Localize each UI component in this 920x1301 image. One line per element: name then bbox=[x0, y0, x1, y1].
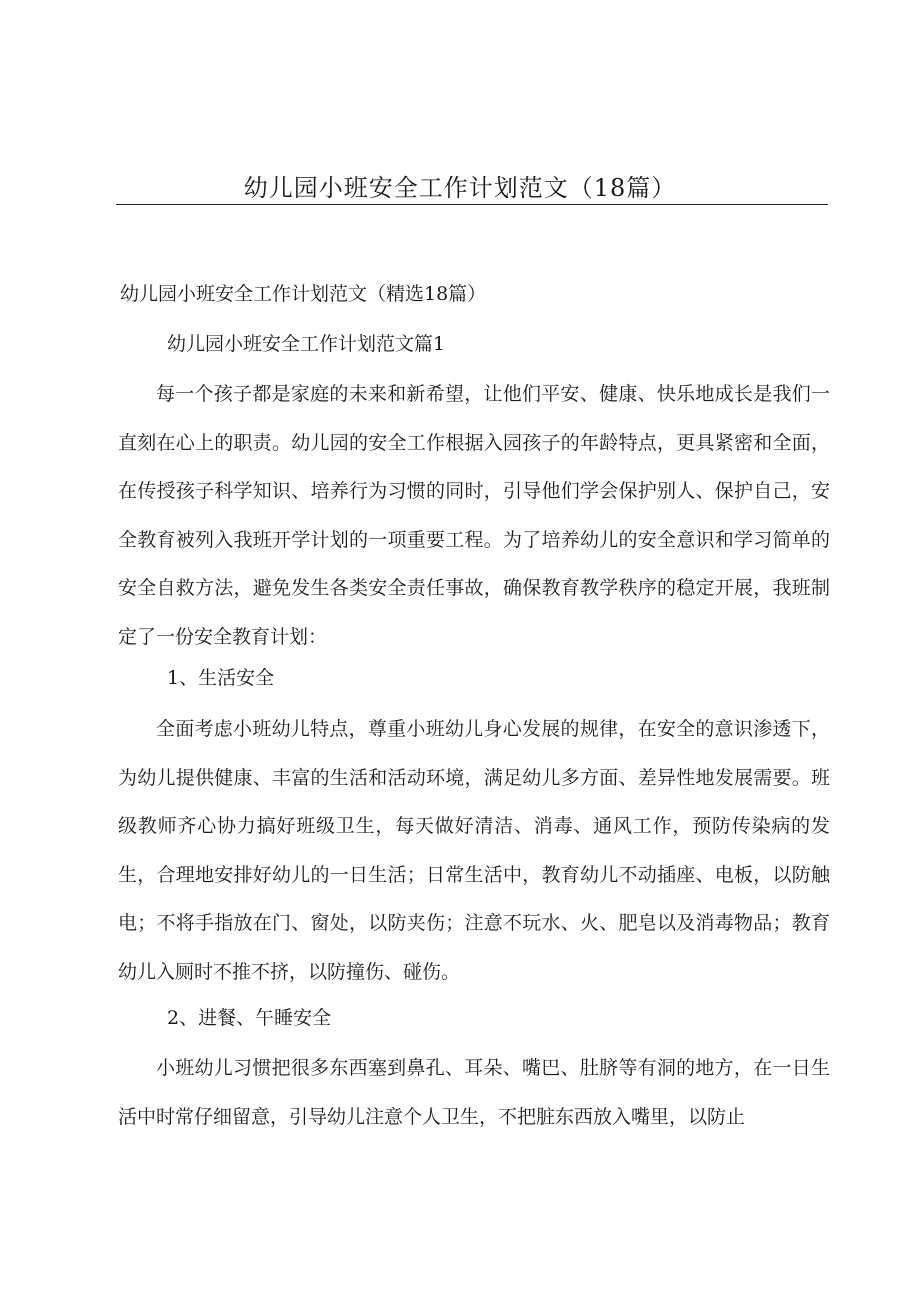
heading-life-safety: 1、生活安全 bbox=[167, 667, 275, 689]
heading-meal-nap-safety: 2、进餐、午睡安全 bbox=[167, 1007, 332, 1029]
document-title: 幼儿园小班安全工作计划范文（18篇） bbox=[243, 174, 677, 202]
life-safety-paragraph: 全面考虑小班幼儿特点，尊重小班幼儿身心发展的规律，在安全的意识渗透下，为幼儿提供健康、丰富的生活和活动环境，满足幼儿多方面、差异性地发展需要。班级教师齐心协力搞好班级卫生，每天做好清洁、消毒、通风工作，预防传染病的发生，合理地安排好幼儿的一日生活；日常生活中，教育幼儿不动插座、电板，以防触电；不将手指放在门、窗处，以防夹伤；注意不玩水、火、肥皂以及消毒物品；教育幼儿入厕时不推不挤，以防撞伤、碰伤。 bbox=[118, 718, 830, 983]
meal-nap-paragraph: 小班幼儿习惯把很多东西塞到鼻孔、耳朵、嘴巴、肚脐等有洞的地方，在一日生活中时常仔细留意，引导幼儿注意个人卫生，不把脏东西放入嘴里，以防止 bbox=[118, 1057, 830, 1128]
title-underline bbox=[116, 204, 828, 205]
section-heading: 幼儿园小班安全工作计划范文篇1 bbox=[167, 333, 446, 355]
intro-paragraph: 每一个孩子都是家庭的未来和新希望，让他们平安、健康、快乐地成长是我们一直刻在心上的职责。幼儿园的安全工作根据入园孩子的年龄特点，更具紧密和全面，在传授孩子科学知识、培养行为习惯的同时，引导他们学会保护别人、保护自己，安全教育被列入我班开学计划的一项重要工程。为了培养幼儿的安全意识和学习简单的安全自救方法，避免发生各类安全责任事故，确保教育教学秩序的稳定开展，我班制定了一份安全教育计划： bbox=[118, 383, 830, 648]
document-subtitle: 幼儿园小班安全工作计划范文（精选18篇） bbox=[120, 283, 487, 305]
